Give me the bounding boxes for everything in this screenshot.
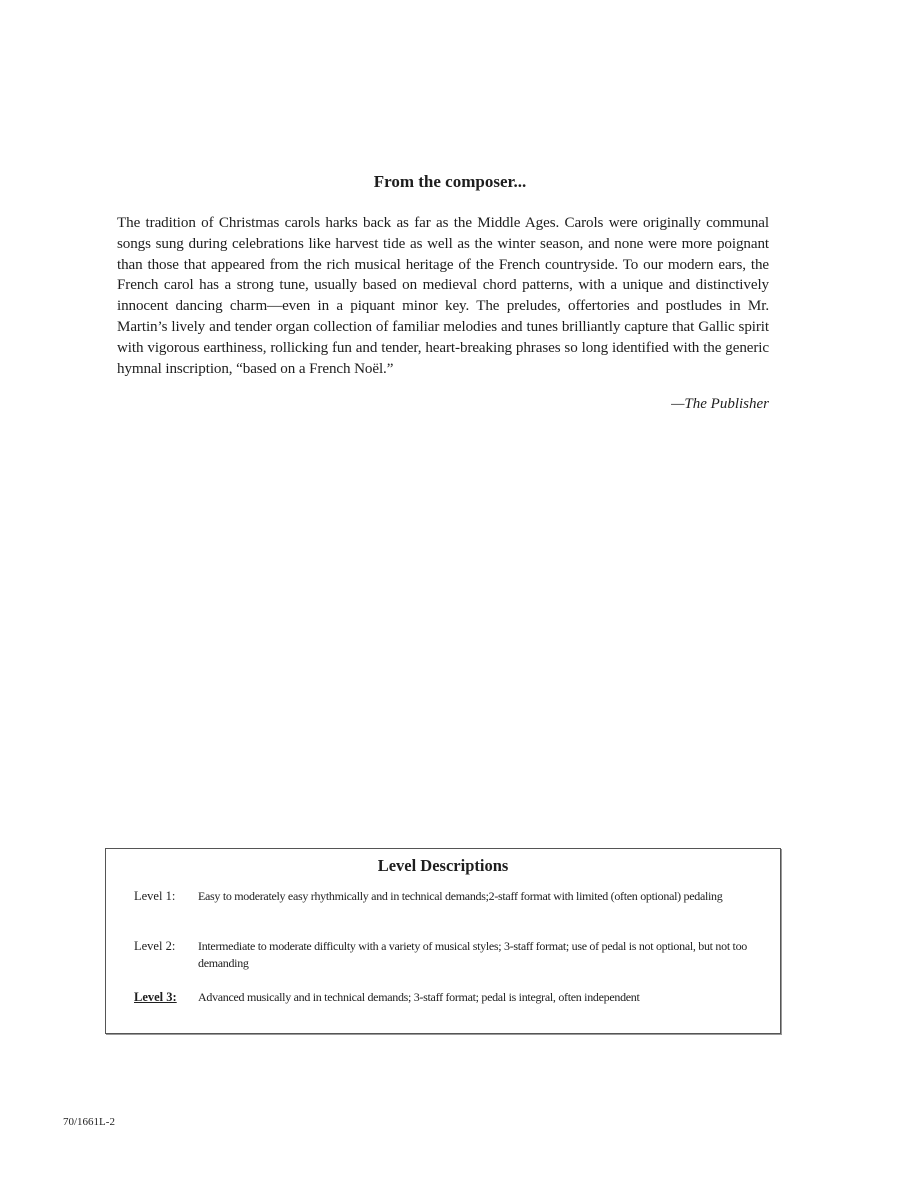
level-item xyxy=(134,989,754,1006)
catalog-code: 70/1661L-2 xyxy=(63,1116,115,1128)
level-description: Easy to moderately easy rhythmically and in technical demands;2-staff format with limited (often optional) pedaling xyxy=(198,889,723,903)
intro-paragraph: The tradition of Christmas carols harks back as far as the Middle Ages. Carols were originally communal songs sung during celebrations like harvest tide as well as the winter season, and none were more poignant than those that appeared from the rich musical heritage of the French countryside. To our modern ears, the French carol has a strong tune, usually based on medieval chord patterns, with a unique and distinctively innocent dancing charm—even in a piquant minor key. The preludes, offertories and postludes in Mr. Martin’s lively and tender organ collection of familiar melodies and tunes brilliantly capture that Gallic spirit with vigorous earthiness, rollicking fun and tender, heart-breaking phrases so long identified with the generic hymnal inscription, “based on a French Noël.” xyxy=(117,215,769,377)
level-descriptions-title: Level Descriptions xyxy=(377,856,509,875)
level-label: Level 1: xyxy=(134,889,176,903)
level-description: Intermediate to moderate difficulty with a variety of musical styles; 3-staff format; use of pedal is not optional, but not too demanding xyxy=(198,939,747,970)
level-item xyxy=(134,888,754,905)
level-item xyxy=(134,938,754,972)
level-descriptions-box xyxy=(105,848,781,1034)
level-label: Level 2: xyxy=(134,939,176,953)
publisher-signature: —The Publisher xyxy=(671,396,769,412)
page-title: From the composer... xyxy=(373,172,527,191)
level-label-selected: Level 3: xyxy=(134,990,177,1004)
level-description: Advanced musically and in technical demands; 3-staff format; pedal is integral, often independent xyxy=(198,990,640,1004)
